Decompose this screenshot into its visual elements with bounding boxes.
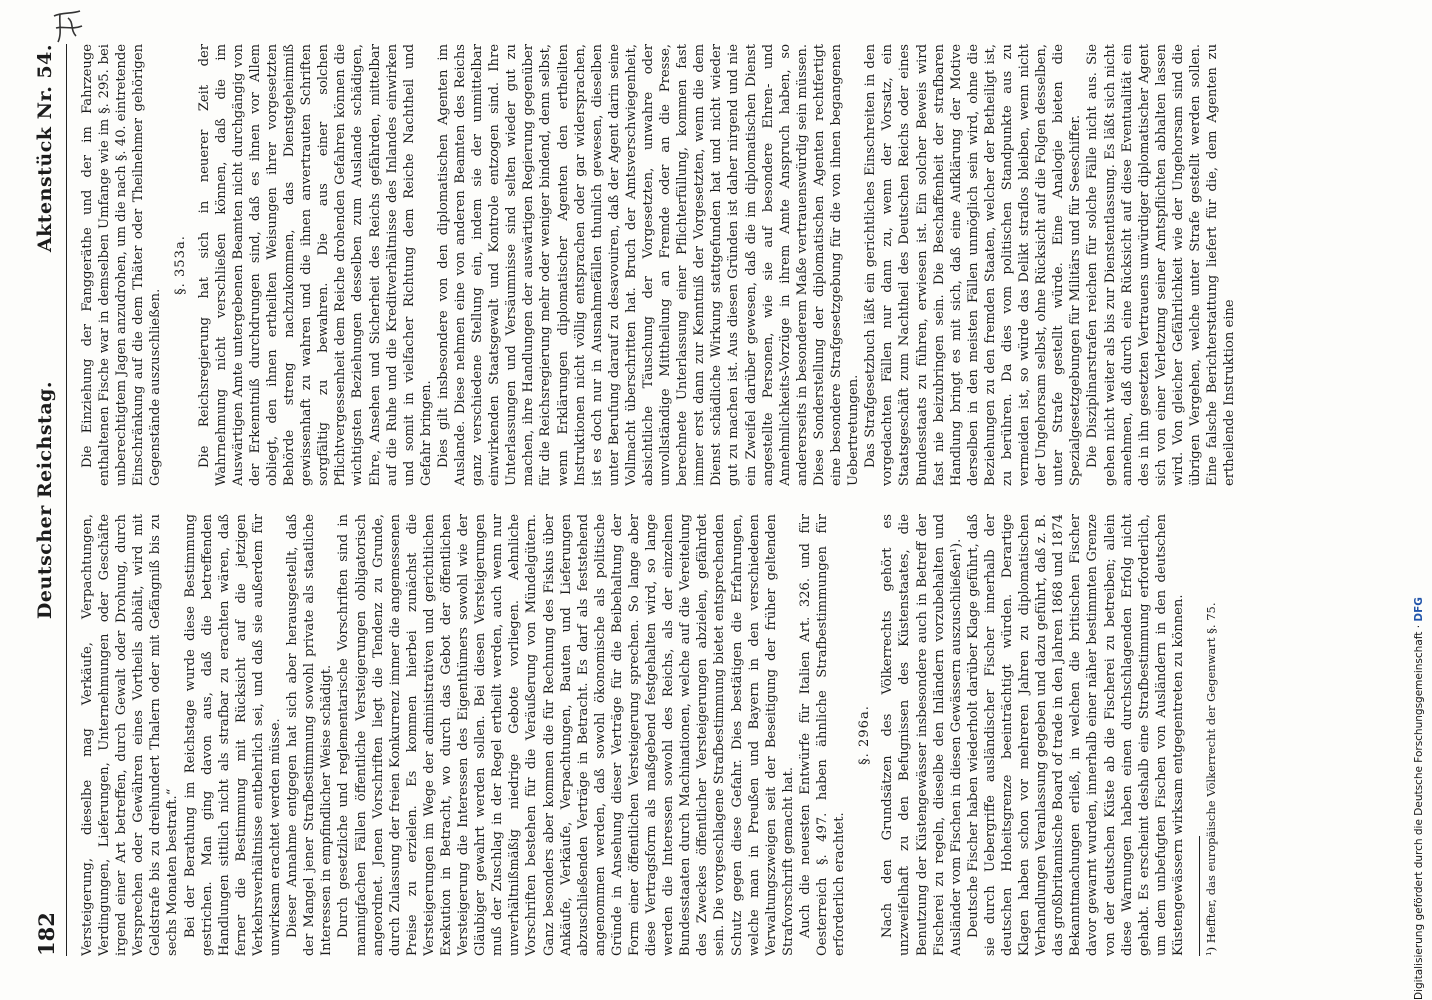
footnote-rule: [1199, 836, 1200, 956]
page-body: [79, 44, 1319, 956]
paragraph: Deutsche Fischer haben wiederholt darüber Klage geführt, daß sie durch Uebergriffe ausländischer Fischer innerhalb der deutschen Hoheitsgrenze beeinträchtigt würden. Derartige Klagen haben schon vor mehreren Jahren zu diplomatischen Verhandlungen Veranlassung gegeben und dazu geführt, daß z. B. das großbritannische Board of trade in den Jahren 1868 und 1874 Bekanntmachungen erließ, in welchen die britischen Fischer davor gewarnt wurden, innerhalb einer näher bestimmten Grenze von der deutschen Küste ab die Fischerei zu betreiben; allein diese Warnungen haben einen durchschlagenden Erfolg nicht gehabt. Es erscheint deshalb eine Strafbestimmung erforderlich, um dem unbefugten Fischen von Ausländern in den deutschen Küstengewässern wirksam entgegentreten zu können.: [965, 514, 1186, 956]
document-number: Aktenstück Nr. 54.: [34, 44, 56, 253]
right-column: [79, 44, 1319, 486]
paragraph: Die Disziplinarstrafen reichen für solche Fälle nicht aus. Sie gehen nicht weiter als bis zur Dienstentlassung. Es läßt sich nicht annehmen, daß durch eine Rücksicht auf diese Eventualität ein des in ihn gesetzten Vertrauens unwürdiger diplomatischer Agent sich von einer Verletzung seiner Amtspflichten abhalten lassen wird. Von gleicher Gefährlichkeit wie der Ungehorsam sind die übrigen Vergehen, welche unter Strafe gestellt werden sollen. Eine falsche Berichterstattung liefert für die, dem Agenten zu ertheilende Instruktion eine: [1085, 44, 1238, 486]
paragraph: Das Strafgesetzbuch läßt ein gerichtliches Einschreiten in den vorgedachten Fällen nur dann zu, wenn der Vorsatz, ein Staatsgeschäft zum Nachtheil des Deutschen Reichs oder eines Bundesstaats zu führen, erwiesen ist. Ein solcher Beweis wird fast nie beizubringen sein. Die Beschaffenheit der strafbaren Handlung bringt es mit sich, daß eine Aufklärung der Motive derselben in den meisten Fällen unmöglich sein wird, ohne die Beziehungen zu den fremden Staaten, welcher der Betheiligt ist, zu berühren. Da dies vom politischen Standpunkte aus zu vermeiden ist, so würde das Delikt straflos bleiben, wenn nicht der Ungehorsam selbst, ohne Rücksicht auf die Folgen desselben, unter Strafe gestellt würde. Eine Analogie bieten die Spezialgesetzgebungen für Militärs und für Seeschiffer.: [863, 44, 1084, 486]
running-title: Deutscher Reichstag.: [34, 380, 56, 620]
paragraph: Die Einziehung der Fanggeräthe und der im Fahrzeuge enthaltenen Fische war in demselben Umfange wie im §. 295. bei unberechtigtem Jagen anzudrohen, um die nach §. 40. eintretende Einschränkung auf die dem Thäter oder Theilnehmer gehörigen Gegenstände auszuschließen.: [80, 44, 164, 486]
dfg-logo: DFG: [1413, 597, 1425, 622]
paragraph: Bei der Berathung im Reichstage wurde diese Bestimmung gestrichen. Man ging davon aus, daß die betreffenden Handlungen sittlich nicht als strafbar zu erachten wären, daß ferner die Bestimmung mit Rücksicht auf die jetzigen Verkehrsverhältnisse entbehrlich sei, und daß sie außerdem für unwirksam erachtet werden müsse.: [182, 514, 284, 956]
paragraph: Durch gesetzliche und reglementarische Vorschriften sind in mannigfachen Fällen öffentliche Versteigerungen obligatorisch angeordnet. Jenen Vorschriften liegt die Tendenz zu Grunde, durch Zulassung der freien Konkurrenz immer die angemessenen Preise zu erzielen. Es kommen hierbei zunächst die Versteigerungen im Wege der administrativen und gerichtlichen Exekution in Betracht, wo durch das Gebot der öffentlichen Versteigerung die Interessen des Eigenthümers sowohl wie der Gläubiger gewahrt werden sollen. Bei diesen Versteigerungen muß der Zuschlag in der Regel ertheilt werden, auch wenn nur unverhältnißmäßig niedrige Gebote vorliegen. Aehnliche Vorschriften bestehen für die Veräußerung von Mündelgütern. Ganz besonders aber kommen die für Rechnung des Fiskus über Ankäufe, Verkäufe, Verpachtungen, Bauten und Lieferungen abzuschließenden Verträge in Betracht. Es darf als feststehend angenommen werden, daß sowohl ökonomische als politische Gründe in Ansehung dieser Verträge für die Beibehaltung der Form einer öffentlichen Versteigerung sprechen. So lange aber diese Vertragsform als maßgebend festgehalten wird, so lange werden die Interessen sowohl des Reichs, als der einzelnen Bundesstaaten durch Machinationen, welche auf die Vereitelung des Zweckes öffentlicher Versteigerungen abzielen, gefährdet sein. Die vorgeschlagene Strafbestimmung bietet entsprechenden Schutz gegen diese Gefahr. Dies bestätigen die Erfahrungen, welche man in Preußen und Bayern in den verschiedenen Verwaltungszweigen seit der Beseitigung der früher geltenden Strafvorschrift gemacht hat.: [336, 514, 796, 956]
paragraph: Versteigerung, dieselbe mag Verkäufe, Verpachtungen, Verdingungen, Lieferungen, Unternehmungen oder Geschäfte irgend einer Art betreffen, durch Gewalt oder Drohung, durch Versprechen oder Gewähren eines Vortheils abhält, wird mit Geldstrafe bis zu dreihundert Thalern oder mit Gefängniß bis zu sechs Monaten bestraft.“: [80, 514, 181, 956]
section-heading: §. 296a.: [857, 705, 873, 765]
paragraph: Nach den Grundsätzen des Völkerrechts gehört es unzweifelhaft zu den Befugnissen des Küstenstaates, die Benutzung der Küstengewässer insbesondere auch in Betreff der Fischerei zu regeln, dieselbe den Inländern vorzubehalten und Ausländer vom Fischen in diesen Gewässern auszuschließen¹).: [880, 514, 964, 956]
paragraph: Auch die neuesten Entwürfe für Italien Art. 326. und für Oesterreich §. 497. haben ähnliche Strafbestimmungen für erforderlich erachtet.: [797, 514, 848, 956]
paragraph: Die Reichsregierung hat sich in neuerer Zeit der Wahrnehmung nicht verschließen können, daß die im Auswärtigen Amte untergebenen Beamten nicht durchgängig von der Erkenntniß durchdrungen sind, daß es ihnen vor Allem obliegt, den ihnen ertheilten Weisungen ihrer vorgesetzten Behörde streng nachzukommen, das Dienstgeheimniß gewissenhaft zu wahren und die ihnen anvertrauten Schriften sorgfältig zu bewahren. Die aus einer solchen Pflichtvergessenheit dem Reiche drohenden Gefahren können die wichtigsten Beziehungen desselben zum Auslande schädigen, Ehre, Ansehen und Sicherheit des Reichs gefährden, mittelbar auf die Ruhe und die Kreditverhältnisse des Inlandes einwirken und somit in vielfacher Richtung dem Reiche Nachtheil und Gefahr bringen.: [196, 44, 434, 486]
section-heading: §. 353a.: [173, 235, 189, 295]
page-header: [32, 44, 67, 956]
page-number: 182: [34, 912, 59, 956]
paragraph: Dies gilt insbesondere von den diplomatischen Agenten im Auslande. Diese nehmen eine von anderen Beamten des Reichs ganz verschiedene Stellung ein, indem sie der unmittelbar einwirkenden Staatsgewalt und Kontrole entzogen sind. Ihre Unterlassungen und Versäumnisse sind selten wieder gut zu machen, ihre Handlungen der auswärtigen Regierung gegenüber für die Reichsregierung mehr oder weniger bindend, denn selbst, wenn Erklärungen diplomatischer Agenten den ertheilten Instruktionen nicht völlig entsprachen oder gar widersprachen, ist es doch nur in Ausnahmefällen thunlich gewesen, dieselben unter Berufung darauf zu desavouiren, daß der Agent darin seine Vollmacht überschritten hat. Bruch der Amtsverschwiegenheit, absichtliche Täuschung der Vorgesetzten, unwahre oder unvollständige Mittheilung an Fremde oder an die Presse, berechnete Unterlassung einer Pflichterfüllung, kommen fast immer erst dann zur Kenntniß der Vorgesetzten, wenn die dem Dienst schädliche Wirkung stattgefunden hat und nicht wieder gut zu machen ist. Aus diesen Gründen ist daher nirgend und nie ein Zweifel darüber gewesen, daß die im diplomatischen Dienst angestellte Personen, wie sie auf besondere Ehren- und Annehmlichkeits-Vorzüge in ihrem Amte Anspruch haben, so andererseits in besonderem Maße vertrauenswürdig sein müssen. Diese Sonderstellung der diplomatischen Agenten rechtfertigt eine besondere Strafgesetzgebung für die von ihnen begangenen Uebertretungen.: [435, 44, 862, 486]
paragraph: Dieser Annahme entgegen hat sich aber herausgestellt, daß der Mangel jener Strafbestimmung sowohl private als staatliche Interessen in empfindlicher Weise schädigt.: [285, 514, 335, 956]
footnote: ¹) Heffter, das europäische Völkerrecht der Gegenwart §. 75.: [1204, 602, 1218, 956]
left-column: [79, 514, 1319, 956]
credit-text: Digitalisierung gefördert durch die Deutsche Forschungsgemeinschaft: [1413, 631, 1425, 1000]
digitization-credit: Digitalisierung gefördert durch die Deutsche Forschungsgemeinschaft · DFG: [1413, 597, 1425, 1000]
